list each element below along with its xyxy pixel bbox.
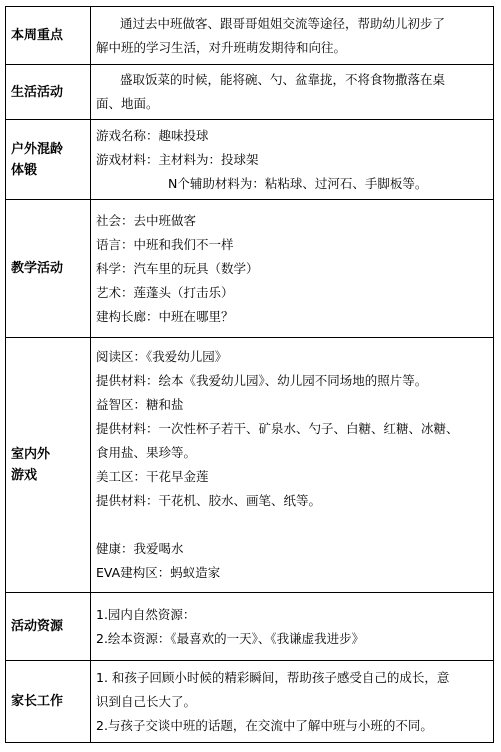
life-activity-line: 面、地面。 [96,96,159,111]
games-label-line: 游戏 [11,468,38,483]
weekly-focus-line: 解中班的学习生活，对升班萌发期待和向往。 [96,39,347,55]
games-line: 阅读区：《我爱幼儿园》 [96,349,228,364]
weekly-focus-line: 通过去中班做客、跟哥哥姐姐交流等途径，帮助幼儿初步了 [120,15,446,31]
games-line: 提供材料：一次性杯子若干、矿泉水、勺子、白糖、红糖、冰糖、 [96,421,459,436]
games-blank-line [96,513,489,537]
life-activity-line: 盛取饭菜的时候，能将碗、勺、盆靠拢，不将食物撒落在桌 [120,72,446,87]
outdoor-exercise-label-line: 体锻 [11,162,38,178]
games-line: 益智区：糖和盐 [96,397,184,412]
games-line: 提供材料：干花机、胶水、画笔、纸等。 [96,493,322,508]
games-label-line: 室内外 [11,447,51,462]
outdoor-exercise-label [6,120,91,200]
row-outdoor-exercise [6,120,494,200]
parent-work-label: 家长工作 [6,661,91,743]
parent-work-line: 1. 和孩子回顾小时候的精彩瞬间，帮助孩子感受自己的成长，意 [96,669,450,685]
outdoor-game-materials: 游戏材料：主材料为：投球架 [96,151,259,167]
teaching-activity-content [91,200,494,338]
teaching-item: 社会：去中班做客 [96,212,197,228]
life-activity-content [91,65,494,120]
row-teaching-activity [6,200,494,338]
teaching-item: 建构长廊：中班在哪里？ [96,308,234,324]
weekly-plan-table [5,6,494,743]
weekly-focus-label: 本周重点 [6,7,91,65]
outdoor-exercise-label-line: 户外混龄 [11,141,64,157]
parent-work-content [91,661,494,743]
teaching-item: 语言：中班和我们不一样 [96,236,234,252]
resources-label: 活动资源 [6,593,91,661]
games-line: 美工区：干花早金莲 [96,469,209,484]
outdoor-game-aux-materials: N个辅助材料为：粘粘球、过河石、手脚板等。 [168,175,428,191]
weekly-focus-content [91,7,494,65]
resources-line: 1.园内自然资源： [96,606,196,622]
games-line: 健康：我爱喝水 [96,541,184,556]
teaching-activity-label: 教学活动 [6,200,91,338]
outdoor-exercise-content [91,120,494,200]
outdoor-game-name: 游戏名称：趣味投球 [96,127,209,143]
parent-work-line: 识到自己长大了。 [96,693,197,709]
games-line: 食用盐、果珍等。 [96,445,197,460]
games-line: EVA建构区：蚂蚁造家 [96,565,221,580]
row-activity-resources [6,593,494,661]
games-line: 提供材料：绘本《我爱幼儿园》、幼儿园不同场地的照片等。 [96,373,428,388]
games-label [6,338,91,593]
row-weekly-focus [6,7,494,65]
teaching-item: 艺术：莲蓬头（打击乐） [96,284,234,300]
resources-line: 2.绘本资源：《最喜欢的一天》、《我谦虚我进步》 [96,630,365,646]
row-indoor-outdoor-games [6,338,494,593]
row-life-activity [6,65,494,120]
games-content [91,338,494,593]
parent-work-line: 2.与孩子交谈中班的话题，在交流中了解中班与小班的不同。 [96,717,433,733]
resources-content [91,593,494,661]
row-parent-work [6,661,494,743]
teaching-item: 科学：汽车里的玩具（数学） [96,260,259,276]
life-activity-label: 生活活动 [6,65,91,120]
